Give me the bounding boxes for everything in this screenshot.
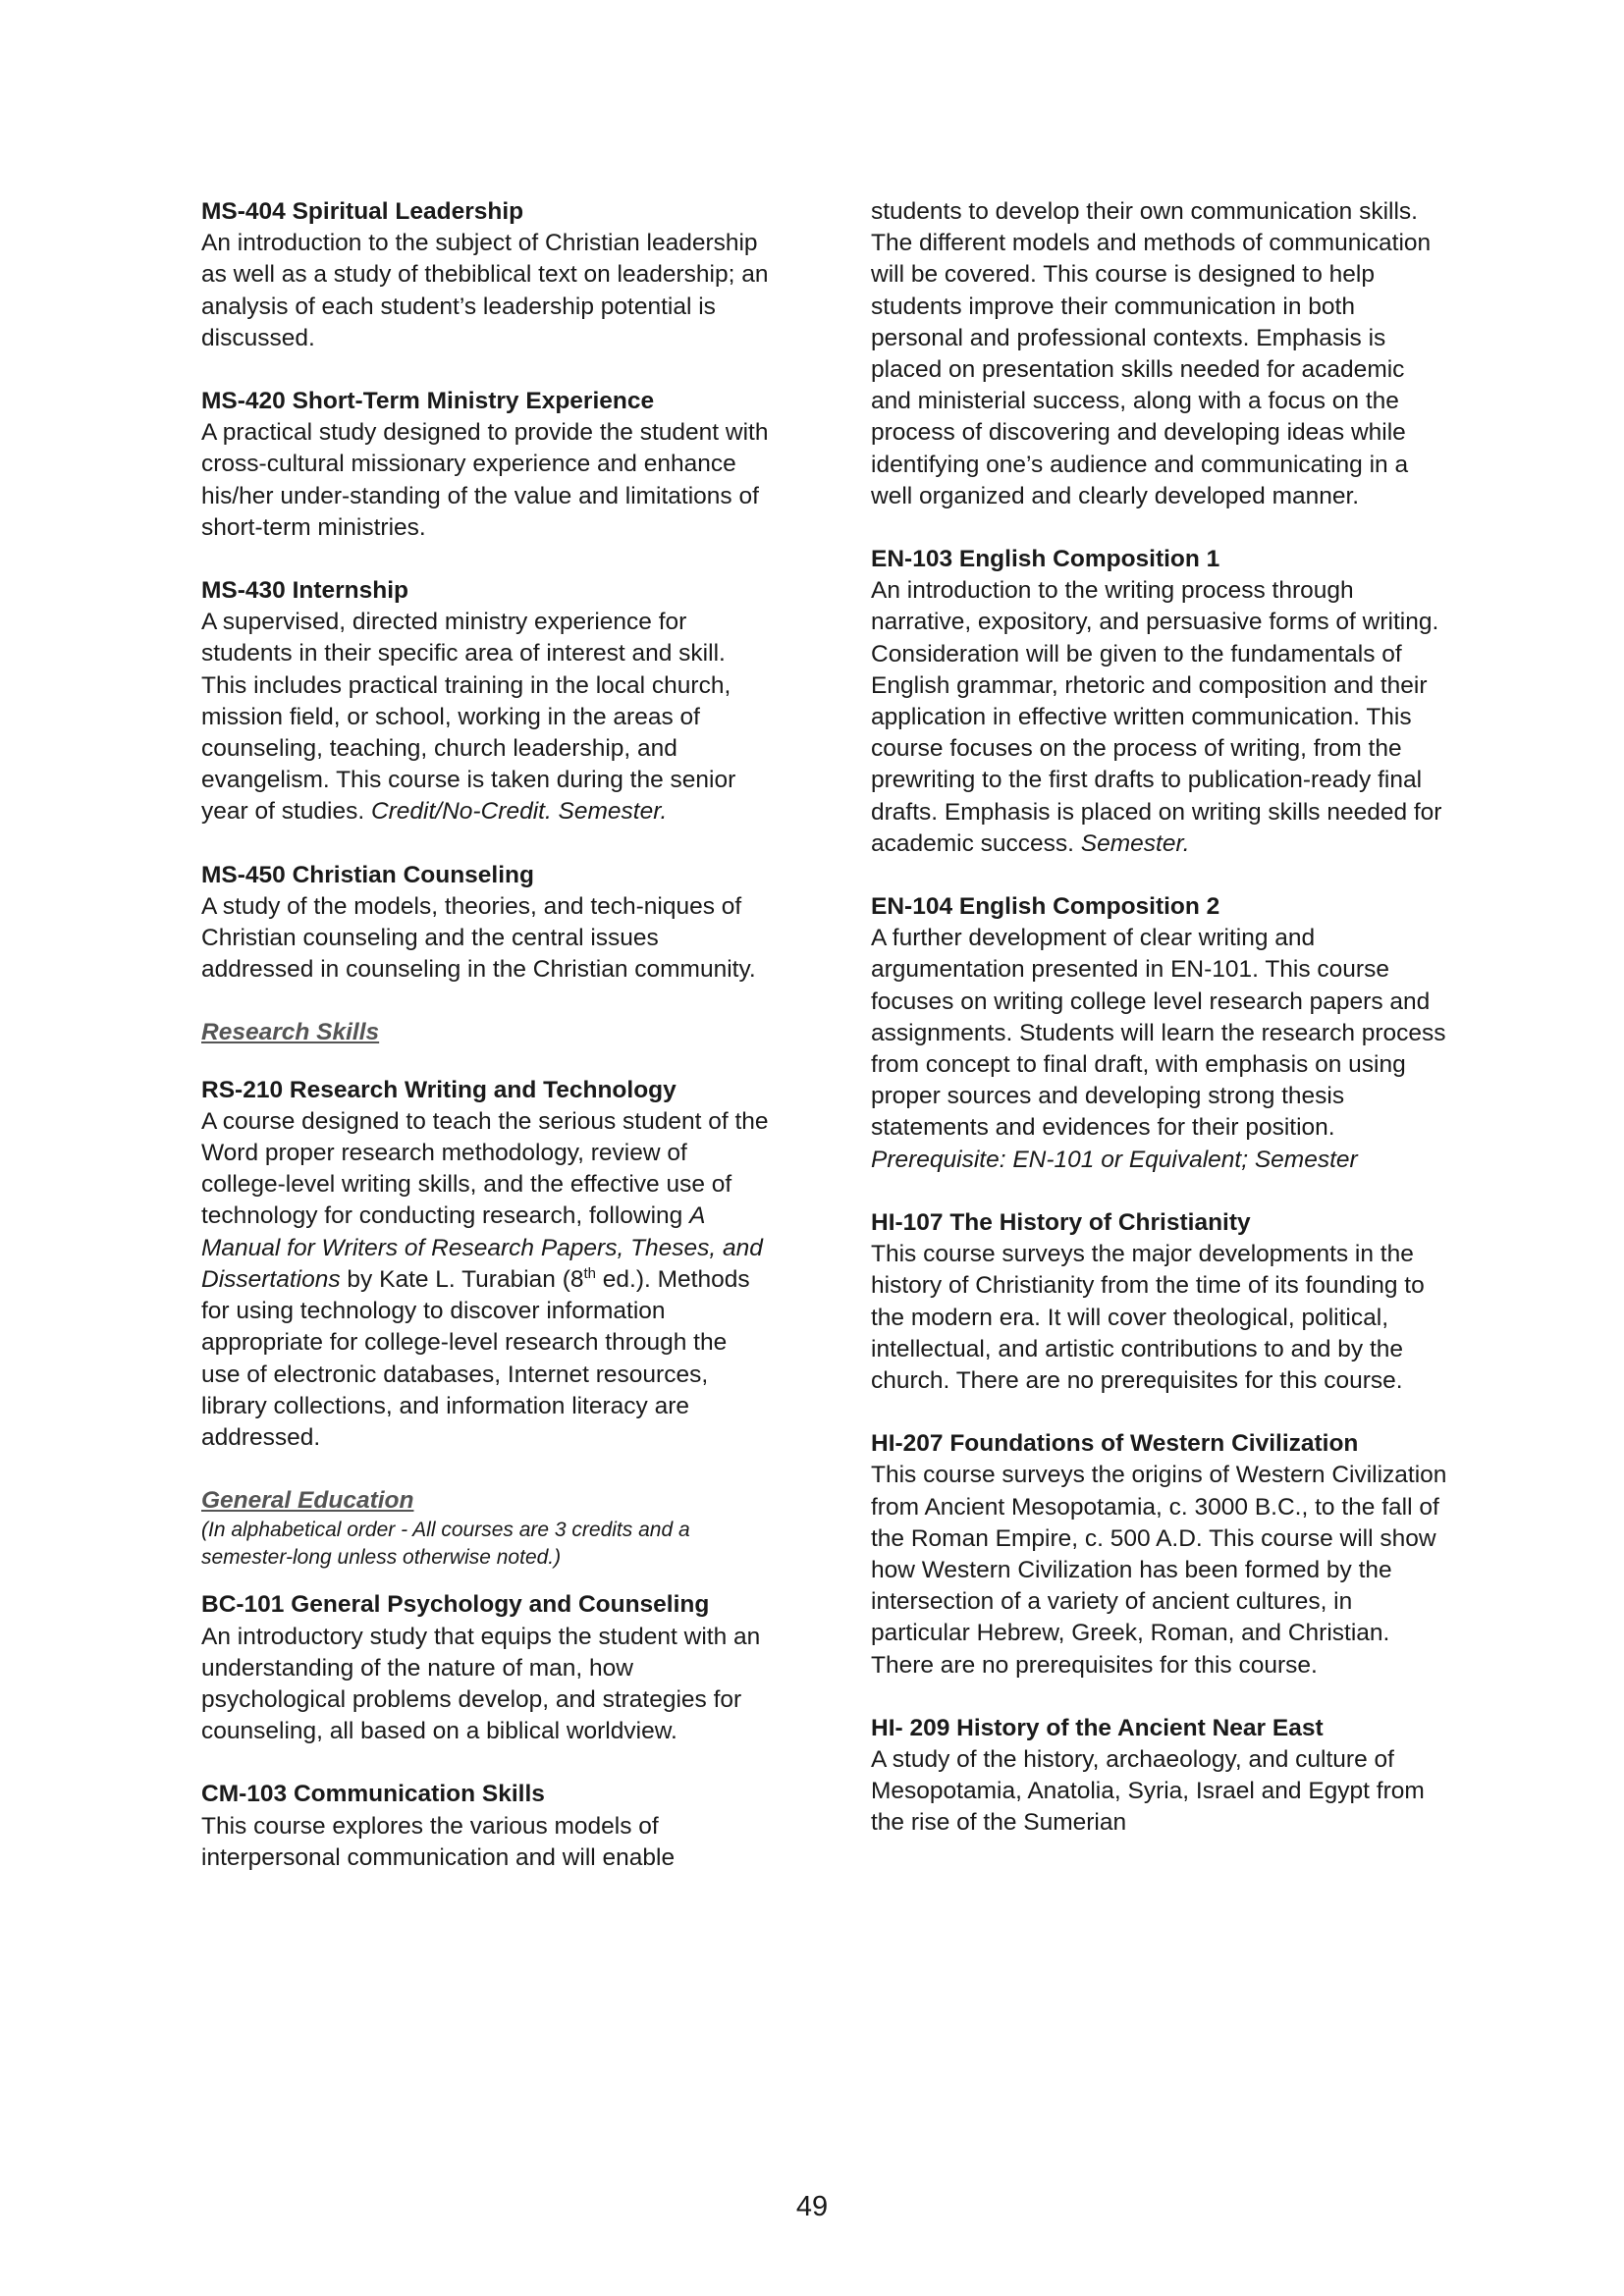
course-description bbox=[871, 575, 1450, 860]
course-title: RS-210 Research Writing and Technology bbox=[201, 1076, 677, 1103]
section-heading-research-skills: Research Skills bbox=[201, 1019, 380, 1046]
course-description: This course surveys the origins of Western Civilization from Ancient Mesopotamia, c. 3000 B.C., to the fall of the Roman Empire, c. 500 A.D. This course will show how Western Civilization has been formed by the intersection of a variety of ancient cultures, in particular Hebrew, Greek, Roman, and Christian. There are no prerequisites for this course. bbox=[871, 1462, 1447, 1679]
course-hi207 bbox=[871, 1428, 1450, 1682]
section-heading-general-education: General Education bbox=[201, 1487, 414, 1515]
page-number: 49 bbox=[795, 2191, 829, 2222]
course-ms430 bbox=[201, 575, 771, 828]
course-description: An introductory study that equips the student with an understanding of the nature of man, how psychological problems develop, and strategies for counseling, all based on a biblical worldview. bbox=[201, 1623, 761, 1745]
course-note: Credit/No-Credit. Semester. bbox=[370, 798, 668, 826]
course-rs210 bbox=[201, 1075, 771, 1454]
course-title: EN-104 English Composition 2 bbox=[871, 893, 1220, 921]
course-description-part: ed.). Methods for using technology to discover information appropriate for college-level research through the use of electronic databases, Internet resources, library collections, and information literacy are addressed. bbox=[201, 1265, 750, 1451]
right-column bbox=[871, 196, 1450, 1871]
course-title: MS-404 Spiritual Leadership bbox=[201, 198, 524, 225]
course-hi107 bbox=[871, 1207, 1450, 1397]
left-column bbox=[201, 196, 771, 1905]
course-title: EN-103 English Composition 1 bbox=[871, 546, 1220, 573]
course-title: HI-207 Foundations of Western Civilization bbox=[871, 1430, 1359, 1458]
course-ms450 bbox=[201, 860, 771, 987]
course-cm103-continued bbox=[871, 196, 1450, 512]
course-title: MS-450 Christian Counseling bbox=[201, 861, 534, 888]
course-title: MS-420 Short-Term Ministry Experience bbox=[201, 388, 655, 415]
course-cm103 bbox=[201, 1779, 771, 1874]
course-description-part: by Kate L. Turabian (8 bbox=[340, 1265, 584, 1293]
course-ms420 bbox=[201, 386, 771, 544]
course-description: A study of the history, archaeology, and culture of Mesopotamia, Anatolia, Syria, Israel and Egypt from the rise of the Sumerian bbox=[871, 1745, 1425, 1837]
course-title: HI-107 The History of Christianity bbox=[871, 1208, 1251, 1236]
course-en103 bbox=[871, 544, 1450, 860]
course-description-part: A course designed to teach the serious student of the Word proper research methodology, review of college-level writing skills, and the effective use of technology for conducting research, following bbox=[201, 1107, 769, 1230]
course-bc101 bbox=[201, 1589, 771, 1747]
course-description-text: An introduction to the writing process through narrative, expository, and persuasive forms of writing. Consideration will be given to the fundamentals of English grammar, rhetoric and composition and their application in effective written communication. This course focuses on the process of writing, from the prewriting to the first drafts to publication-ready final drafts. Emphasis is placed on writing skills needed for academic success. bbox=[871, 577, 1442, 857]
course-note: Prerequisite: EN-101 or Equivalent; Semester bbox=[871, 1146, 1358, 1173]
course-title: HI- 209 History of the Ancient Near East bbox=[871, 1714, 1324, 1741]
course-title: CM-103 Communication Skills bbox=[201, 1781, 545, 1808]
course-description: A study of the models, theories, and tech-niques of Christian counseling and the central issues addressed in counseling in the Christian community. bbox=[201, 892, 756, 984]
course-description: students to develop their own communication skills. The different models and methods of communication will be covered. This course is designed to help students improve their communication in both personal and professional contexts. Emphasis is placed on presentation skills needed for academic and ministerial success, along with a focus on the process of discovering and developing ideas while identifying one’s audience and communicating in a well organized and clearly developed manner. bbox=[871, 198, 1432, 509]
course-description bbox=[871, 923, 1450, 1176]
course-description bbox=[201, 1106, 771, 1454]
course-en104 bbox=[871, 891, 1450, 1176]
course-description-text: A supervised, directed ministry experience for students in their specific area of interest and skill. This includes practical training in the local church, mission field, or school, working in the areas of counseling, teaching, church leadership, and evangelism. This course is taken during the senior year of studies. bbox=[201, 609, 736, 826]
course-title: MS-430 Internship bbox=[201, 577, 409, 605]
section-note: (In alphabetical order - All courses are 3 credits and a semester-long unless otherwise noted.) bbox=[201, 1519, 690, 1570]
course-note: Semester. bbox=[1080, 829, 1190, 857]
book-title: A Manual for Writers of Research Papers, Theses, and Dissertations bbox=[201, 1202, 763, 1293]
course-description bbox=[201, 607, 771, 828]
course-description: This course surveys the major developments in the history of Christianity from the time of its founding to the modern era. It will cover theological, political, intellectual, and artistic contributions to and by the church. There are no prerequisites for this course. bbox=[871, 1241, 1425, 1394]
course-description: An introduction to the subject of Christian leadership as well as a study of thebiblical text on leadership; an analysis of each student’s leadership potential is discussed. bbox=[201, 230, 769, 351]
course-description: This course explores the various models of interpersonal communication and will enable bbox=[201, 1812, 676, 1871]
course-hi209 bbox=[871, 1713, 1450, 1840]
course-title: BC-101 General Psychology and Counseling bbox=[201, 1591, 710, 1619]
ordinal-suffix: th bbox=[583, 1264, 596, 1282]
course-description-text: A further development of clear writing and argumentation presented in EN-101. This course focuses on writing college level research papers and assignments. Students will learn the research process from concept to final draft, with emphasis on using proper sources and developing strong thesis statements and evidences for their position. bbox=[871, 925, 1446, 1142]
course-description: A practical study designed to provide the student with cross-cultural missionary experience and enhance his/her under-standing of the value and limitations of short-term ministries. bbox=[201, 419, 769, 541]
course-ms404 bbox=[201, 196, 771, 354]
